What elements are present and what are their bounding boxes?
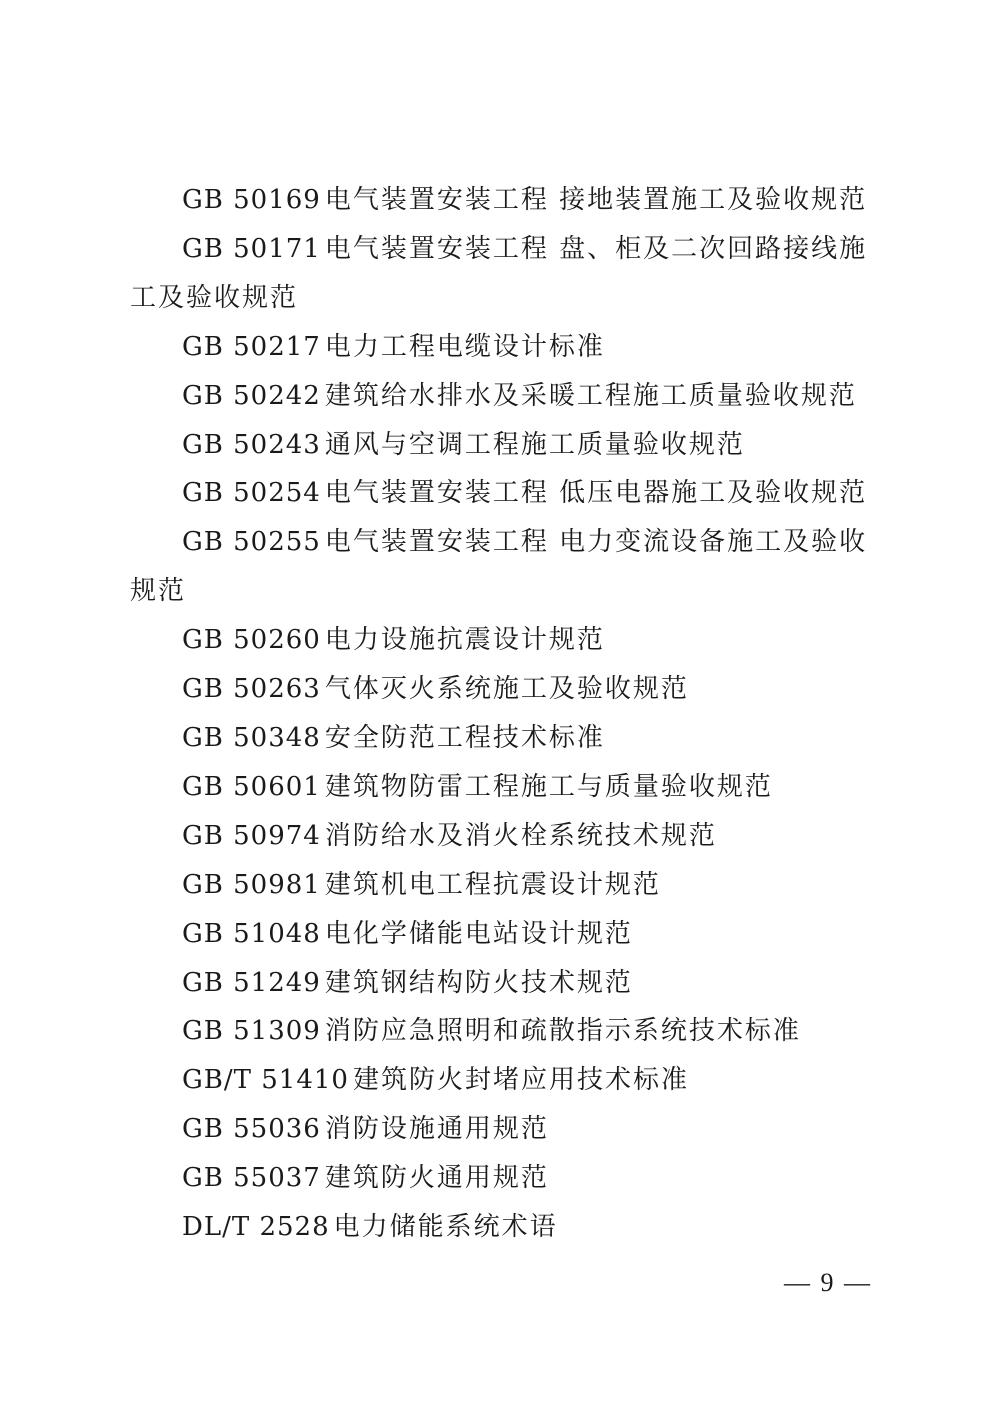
standard-title: 电气装置安装工程 盘、柜及二次回路接线施工及验收规范	[130, 233, 868, 313]
standard-entry	[130, 616, 890, 665]
standard-code: GB 50255	[182, 527, 321, 558]
standard-code: GB/T 51410	[182, 1065, 349, 1096]
standard-title: 电力工程电缆设计标准	[324, 331, 605, 362]
standard-entry	[130, 665, 890, 714]
page-number: — 9 —	[784, 1268, 872, 1297]
standard-code: GB 50974	[182, 820, 321, 851]
standard-entry	[130, 910, 890, 959]
standard-title: 消防设施通用规范	[324, 1114, 549, 1145]
standard-entry	[130, 518, 890, 616]
standard-title: 电气装置安装工程 接地装置施工及验收规范	[324, 185, 868, 215]
standard-title: 电气装置安装工程 电力变流设备施工及验收规范	[130, 527, 868, 607]
standard-entry	[130, 812, 890, 861]
standards-list	[130, 176, 890, 1252]
standard-code: GB 50217	[182, 331, 321, 362]
standard-title: 电气装置安装工程 低压电器施工及验收规范	[324, 478, 868, 509]
standard-code: GB 51309	[182, 1016, 321, 1047]
standard-entry	[130, 861, 890, 910]
standard-title: 电化学储能电站设计规范	[324, 918, 633, 949]
standard-title: 电力设施抗震设计规范	[324, 625, 605, 656]
standard-code: GB 50243	[182, 429, 321, 460]
standard-entry	[130, 323, 890, 372]
standard-code: GB 51249	[182, 967, 321, 998]
standard-code: GB 50254	[182, 478, 321, 509]
standard-entry	[130, 959, 890, 1008]
standard-entry	[130, 176, 890, 225]
standard-entry	[130, 1056, 890, 1105]
standard-entry	[130, 1007, 890, 1056]
standard-title: 建筑机电工程抗震设计规范	[324, 869, 661, 900]
standard-code: GB 55037	[182, 1163, 321, 1194]
standard-title: 电力储能系统术语	[333, 1212, 558, 1243]
standard-title: 建筑防火封堵应用技术标准	[352, 1065, 689, 1096]
standard-code: GB 50601	[182, 771, 321, 802]
standard-title: 建筑给水排水及采暖工程施工质量验收规范	[324, 380, 857, 411]
standard-code: GB 50263	[182, 674, 321, 705]
standard-title: 建筑物防雷工程施工与质量验收规范	[324, 771, 773, 802]
standard-code: GB 50348	[182, 722, 321, 753]
standard-code: GB 50981	[182, 869, 321, 900]
standard-entry	[130, 469, 890, 518]
standard-entry	[130, 763, 890, 812]
standard-code: GB 50242	[182, 380, 321, 411]
standard-entry	[130, 1105, 890, 1154]
standard-entry	[130, 1154, 890, 1203]
standard-title: 消防给水及消火栓系统技术规范	[324, 820, 717, 851]
standard-entry	[130, 372, 890, 421]
standard-title: 安全防范工程技术标准	[324, 722, 605, 753]
standard-entry	[130, 421, 890, 470]
standard-title: 建筑钢结构防火技术规范	[324, 967, 633, 998]
standard-title: 通风与空调工程施工质量验收规范	[324, 429, 745, 460]
standard-title: 消防应急照明和疏散指示系统技术标准	[324, 1016, 801, 1047]
standard-entry	[130, 1203, 890, 1252]
standard-code: GB 50260	[182, 625, 321, 656]
standard-code: DL/T 2528	[182, 1212, 330, 1243]
standard-title: 建筑防火通用规范	[324, 1163, 549, 1194]
standard-code: GB 55036	[182, 1114, 321, 1145]
standard-code: GB 50169	[182, 185, 321, 215]
standard-entry	[130, 714, 890, 763]
standard-title: 气体灭火系统施工及验收规范	[324, 674, 689, 705]
standard-code: GB 50171	[182, 233, 321, 264]
standard-entry	[130, 225, 890, 323]
standard-code: GB 51048	[182, 918, 321, 949]
